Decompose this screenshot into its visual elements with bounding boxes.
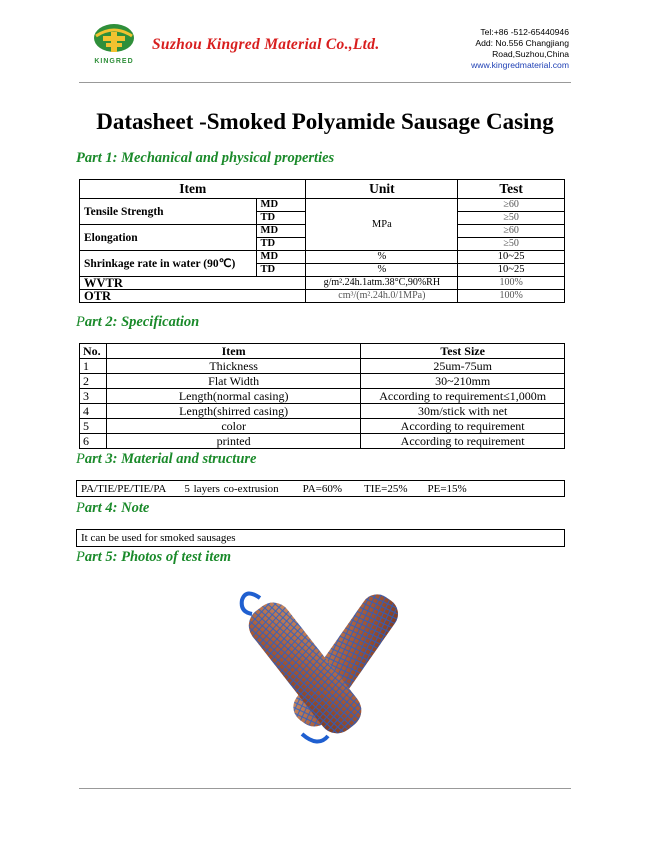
table-row <box>80 290 565 303</box>
table-row <box>80 277 565 290</box>
row-size: 30~210mm <box>361 374 565 389</box>
website-link[interactable]: www.kingredmaterial.com <box>471 60 569 70</box>
elongation-label: Elongation <box>80 225 257 251</box>
row-no: 1 <box>80 359 107 374</box>
row-item: Length(normal casing) <box>106 389 360 404</box>
row-size: According to requirement≤1,000m <box>361 389 565 404</box>
part3-heading-p: P <box>76 451 85 467</box>
row-size: According to requirement <box>361 419 565 434</box>
header-item: Item <box>80 180 306 199</box>
elongation-md: MD <box>256 225 306 238</box>
row-no: 2 <box>80 374 107 389</box>
tensile-label: Tensile Strength <box>80 199 257 225</box>
part4-heading-p: P <box>76 500 85 516</box>
document-title: Datasheet -Smoked Polyamide Sausage Casing <box>96 109 554 134</box>
table-row <box>80 251 565 264</box>
row-no: 4 <box>80 404 107 419</box>
header-divider <box>79 82 571 83</box>
company-name: Suzhou Kingred Material Co.,Ltd. <box>152 36 380 53</box>
footer-divider <box>79 788 571 789</box>
tie-ratio: TIE=25% <box>364 483 408 495</box>
table-header-row <box>80 344 565 359</box>
contact-info <box>471 27 569 71</box>
row-no: 6 <box>80 434 107 449</box>
pa-ratio: PA=60% <box>302 483 343 495</box>
mechanical-properties-table <box>79 179 565 303</box>
tensile-td: TD <box>256 212 306 225</box>
part4-heading-text: art 4: Note <box>84 500 150 516</box>
row-size: According to requirement <box>361 434 565 449</box>
layers-text: 5 layers co-extrusion <box>184 483 279 495</box>
shrinkage-md: MD <box>256 251 306 264</box>
wvtr-unit: g/m².24h.1atm.38°C,90%RH <box>306 277 458 290</box>
contact-address-1: Add: No.556 Changjiang <box>475 38 569 48</box>
row-item: printed <box>106 434 360 449</box>
elongation-md-value: ≥60 <box>458 225 565 238</box>
table-row <box>80 404 565 419</box>
row-item: Length(shirred casing) <box>106 404 360 419</box>
row-item: color <box>106 419 360 434</box>
row-no: 5 <box>80 419 107 434</box>
part4-heading <box>76 500 149 517</box>
casing-sample-photo <box>232 584 410 754</box>
tensile-td-value: ≥50 <box>458 212 565 225</box>
row-size: 25um-75um <box>361 359 565 374</box>
material-structure-box <box>76 480 565 497</box>
shrinkage-td-unit: % <box>306 264 458 277</box>
part2-heading-p: P <box>76 314 85 330</box>
otr-label: OTR <box>80 290 306 303</box>
elongation-td-value: ≥50 <box>458 238 565 251</box>
header-item: Item <box>106 344 360 359</box>
logo-text: KINGRED <box>94 58 134 65</box>
part1-heading: Part 1: Mechanical and physical properties <box>76 150 335 166</box>
part2-heading-text: art 2: Specification <box>84 314 200 330</box>
part5-heading-p: P <box>76 549 85 565</box>
header-test: Test <box>458 180 565 199</box>
wvtr-value: 100% <box>458 277 565 290</box>
contact-address-2: Road,Suzhou,China <box>492 49 569 59</box>
tensile-md: MD <box>256 199 306 212</box>
table-row <box>80 419 565 434</box>
part3-heading-text: art 3: Material and structure <box>84 451 257 467</box>
wvtr-label: WVTR <box>80 277 306 290</box>
shrinkage-td: TD <box>256 264 306 277</box>
table-row <box>80 374 565 389</box>
shrinkage-label: Shrinkage rate in water (90℃) <box>80 251 257 277</box>
contact-tel: Tel:+86 -512-65440946 <box>480 27 569 37</box>
otr-value: 100% <box>458 290 565 303</box>
shrinkage-md-unit: % <box>306 251 458 264</box>
row-size: 30m/stick with net <box>361 404 565 419</box>
header-unit: Unit <box>306 180 458 199</box>
row-item: Flat Width <box>106 374 360 389</box>
specification-table <box>79 343 565 449</box>
part5-heading <box>76 549 231 566</box>
row-no: 3 <box>80 389 107 404</box>
kingred-logo <box>88 22 140 66</box>
tensile-unit: MPa <box>306 199 458 251</box>
part2-heading <box>76 314 199 331</box>
row-item: Thickness <box>106 359 360 374</box>
part3-heading <box>76 451 256 468</box>
pe-ratio: PE=15% <box>427 483 467 495</box>
table-header-row <box>80 180 565 199</box>
header-test-size: Test Size <box>361 344 565 359</box>
table-row <box>80 434 565 449</box>
note-box: It can be used for smoked sausages <box>76 529 565 547</box>
elongation-td: TD <box>256 238 306 251</box>
structure-text: PA/TIE/PE/TIE/PA <box>81 483 167 495</box>
tensile-md-value: ≥60 <box>458 199 565 212</box>
otr-unit: cm³/(m².24h.0/1MPa) <box>306 290 458 303</box>
shrinkage-td-value: 10~25 <box>458 264 565 277</box>
shrinkage-md-value: 10~25 <box>458 251 565 264</box>
table-row <box>80 389 565 404</box>
table-row <box>80 359 565 374</box>
part5-heading-text: art 5: Photos of test item <box>84 549 232 565</box>
table-row <box>80 199 565 212</box>
header-no: No. <box>80 344 107 359</box>
